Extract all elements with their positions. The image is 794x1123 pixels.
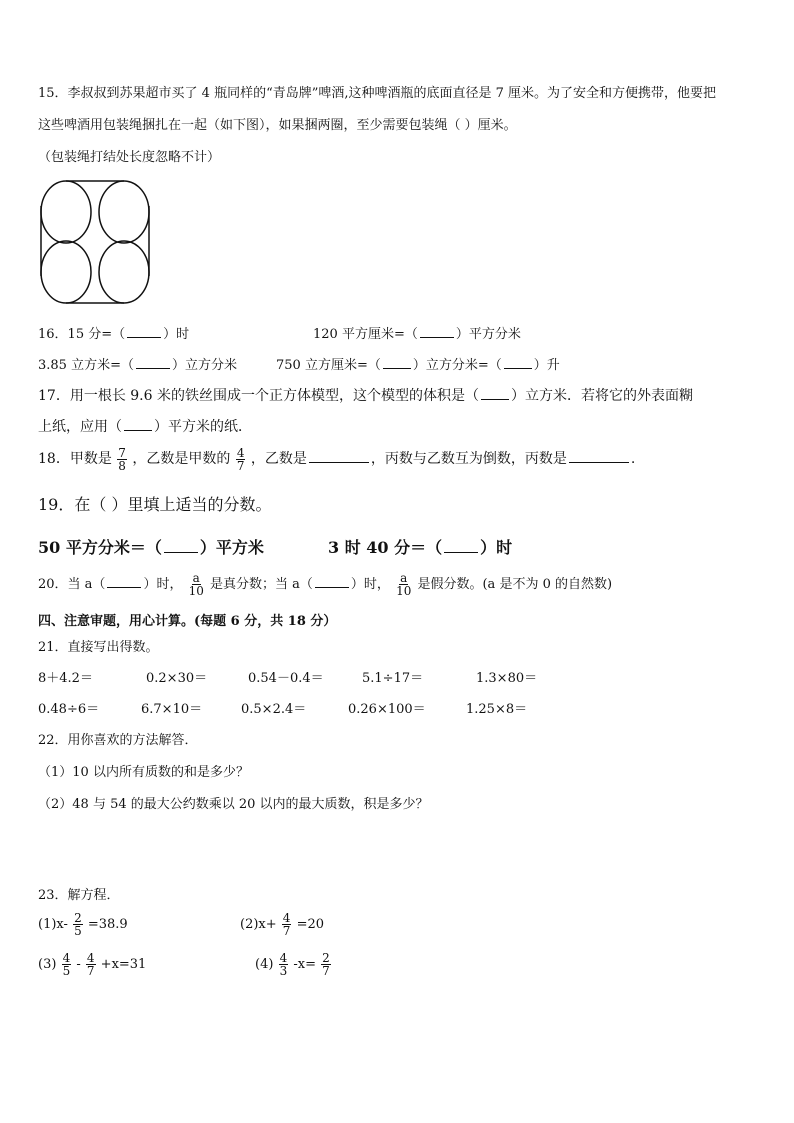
q16-item-c <box>38 354 237 373</box>
fraction-denominator: 5 <box>62 964 71 978</box>
q20-text1: 20．当 a（ <box>38 577 106 592</box>
q16-item-b <box>313 323 521 342</box>
eq-text: (4) <box>255 957 274 972</box>
eq-text: -x= <box>293 957 316 972</box>
q20-text4: ）时， <box>350 577 390 592</box>
fraction-numerator: a <box>192 571 200 585</box>
q19-a-unit: ）平方米 <box>199 538 264 557</box>
q19-b-text: 3 时 40 分＝（ <box>328 538 443 557</box>
q20-blank2[interactable] <box>315 575 349 588</box>
eq-text: (1)x- <box>38 917 68 932</box>
q21-r2c1: 0.48÷6＝ <box>38 702 100 717</box>
q20-line <box>38 571 612 599</box>
q18-blank1[interactable] <box>309 450 369 463</box>
fraction-numerator: 4 <box>62 951 71 965</box>
q18-line <box>38 445 635 473</box>
q16-c-text: 3.85 立方米=（ <box>38 358 134 373</box>
fraction-denominator: 3 <box>279 964 288 978</box>
q16-d-blank1[interactable] <box>383 356 411 369</box>
q23-fraction-2-7 <box>321 952 331 977</box>
q19-a-text: 50 平方分米＝（ <box>38 538 162 557</box>
q18-text1: 18．甲数是 <box>38 451 112 467</box>
q21-r1c3: 0.54－0.4＝ <box>248 671 324 686</box>
q21-r1c1: 8＋4.2＝ <box>38 671 93 686</box>
q19-item-b <box>328 535 512 558</box>
q23-fraction-2-5 <box>73 912 83 937</box>
q17-text1: 17．用一根长 9.6 米的铁丝围成一个正方体模型，这个模型的体积是（ <box>38 388 479 404</box>
fraction-numerator: 4 <box>282 911 291 925</box>
eq-text: - <box>76 957 81 972</box>
q23-equation-4 <box>255 952 332 977</box>
q20-text2: ）时， <box>143 577 183 592</box>
bottle-top-right <box>99 181 149 243</box>
q21-r2c5: 1.25×8＝ <box>466 702 528 717</box>
q17-text4: ）平方米的纸． <box>154 419 252 435</box>
q16-a-text: 16．15 分=（ <box>38 327 126 342</box>
q16-b-text: 120 平方厘米=（ <box>313 327 418 342</box>
q19-item-a <box>38 535 264 558</box>
q16-a-blank[interactable] <box>127 325 161 338</box>
q23-fraction-4-7b <box>86 952 96 977</box>
q17-line1 <box>38 385 693 405</box>
fraction-numerator: 2 <box>322 951 330 965</box>
q16-d-mid: ）立方分米=（ <box>412 358 502 373</box>
q23-fraction-4-5 <box>62 952 72 977</box>
q21-r2c3: 0.5×2.4＝ <box>241 702 307 717</box>
q18-text3: ，乙数是 <box>250 451 307 467</box>
fraction-denominator: 7 <box>282 924 291 938</box>
q22-title: 22．用你喜欢的方法解答． <box>38 733 198 748</box>
q20-blank1[interactable] <box>107 575 141 588</box>
eq-text: (3) <box>38 957 57 972</box>
q20-fraction-a-10-second <box>395 572 412 597</box>
q18-text4: ，丙数与乙数互为倒数，丙数是 <box>370 451 567 467</box>
q17-blank2[interactable] <box>124 418 152 431</box>
q23-fraction-4-7 <box>282 912 292 937</box>
eq-text: +x=31 <box>100 957 147 972</box>
q19-title: 19．在（ ）里填上适当的分数。 <box>38 495 272 514</box>
fraction-numerator: 4 <box>86 951 95 965</box>
q18-blank2[interactable] <box>569 450 629 463</box>
bottle-bundle-diagram <box>36 176 154 308</box>
q19-b-unit: ）时 <box>480 538 513 557</box>
q20-fraction-a-10 <box>188 572 205 597</box>
q18-fraction-4-7 <box>236 447 246 472</box>
q16-a-unit: ）时 <box>163 327 190 342</box>
fraction-denominator: 7 <box>86 964 95 978</box>
fraction-numerator: 7 <box>118 445 126 460</box>
q21-r1c2: 0.2×30＝ <box>146 671 208 686</box>
bottle-top-left <box>41 181 91 243</box>
q22-sub2: （2）48 与 54 的最大公约数乘以 20 以内的最大质数，积是多少？ <box>38 797 429 812</box>
q23-equation-1 <box>38 912 128 937</box>
eq-text: =38.9 <box>87 917 128 932</box>
q18-fraction-7-8 <box>117 447 127 472</box>
fraction-denominator: 7 <box>236 458 245 473</box>
q21-r2c4: 0.26×100＝ <box>348 702 426 717</box>
q17-text2: ）立方米．若将它的外表面糊 <box>510 388 693 404</box>
q23-equation-3 <box>38 952 146 977</box>
q16-c-blank[interactable] <box>136 356 170 369</box>
q18-text2: ，乙数是甲数的 <box>132 451 231 467</box>
fraction-numerator: a <box>400 571 408 585</box>
q23-fraction-4-3 <box>279 952 289 977</box>
q21-r1c5: 1.3×80＝ <box>476 671 538 686</box>
q16-item-d <box>276 354 560 373</box>
q22-sub1: （1）10 以内所有质数的和是多少？ <box>38 765 249 780</box>
q23-equation-2 <box>240 912 324 937</box>
fraction-denominator: 10 <box>396 584 412 598</box>
q21-title: 21．直接写出得数。 <box>38 640 159 655</box>
q16-d-text: 750 立方厘米=（ <box>276 358 381 373</box>
eq-text: =20 <box>296 917 324 932</box>
q17-blank1[interactable] <box>481 387 509 400</box>
fraction-numerator: 4 <box>279 951 288 965</box>
q16-item-a <box>38 323 189 342</box>
q21-r2c2: 6.7×10＝ <box>141 702 203 717</box>
fraction-numerator: 2 <box>74 911 82 925</box>
bottle-bottom-left <box>41 241 91 303</box>
bottle-bottom-right <box>99 241 149 303</box>
q16-d-blank2[interactable] <box>504 356 532 369</box>
fraction-denominator: 8 <box>118 458 126 473</box>
section-heading: 四、注意审题，用心计算。(每题 6 分，共 18 分） <box>38 614 337 629</box>
q15-note: （包装绳打结处长度忽略不计） <box>38 150 221 165</box>
q17-line2 <box>38 416 252 436</box>
q19-b-blank[interactable] <box>444 540 478 553</box>
q15-line1: 15．李叔叔到苏果超市买了 4 瓶同样的“青岛牌”啤酒,这种啤酒瓶的底面直径是 7 厘米。为了安全和方便携带，他要把 <box>38 86 717 101</box>
fraction-numerator: 4 <box>236 445 245 460</box>
fraction-denominator: 7 <box>322 964 330 978</box>
q21-r1c4: 5.1÷17＝ <box>362 671 424 686</box>
q17-text3: 上纸，应用（ <box>38 419 122 435</box>
q18-text5: . <box>630 451 636 467</box>
q16-d-unit: ）升 <box>533 358 560 373</box>
fraction-denominator: 5 <box>74 924 82 938</box>
q20-text5: 是假分数。(a 是不为 0 的自然数) <box>417 577 613 592</box>
q15-line2: 这些啤酒用包装绳捆扎在一起（如下图），如果捆两圈，至少需要包装绳（ ）厘米。 <box>38 118 517 133</box>
eq-text: (2)x+ <box>240 917 277 932</box>
fraction-denominator: 10 <box>188 584 204 598</box>
q20-text3: 是真分数；当 a（ <box>210 577 313 592</box>
q16-c-unit: ）立方分米 <box>171 358 237 373</box>
q16-b-blank[interactable] <box>420 325 454 338</box>
q23-title: 23．解方程． <box>38 888 120 903</box>
q16-b-unit: ）平方分米 <box>455 327 521 342</box>
q19-a-blank[interactable] <box>164 540 198 553</box>
